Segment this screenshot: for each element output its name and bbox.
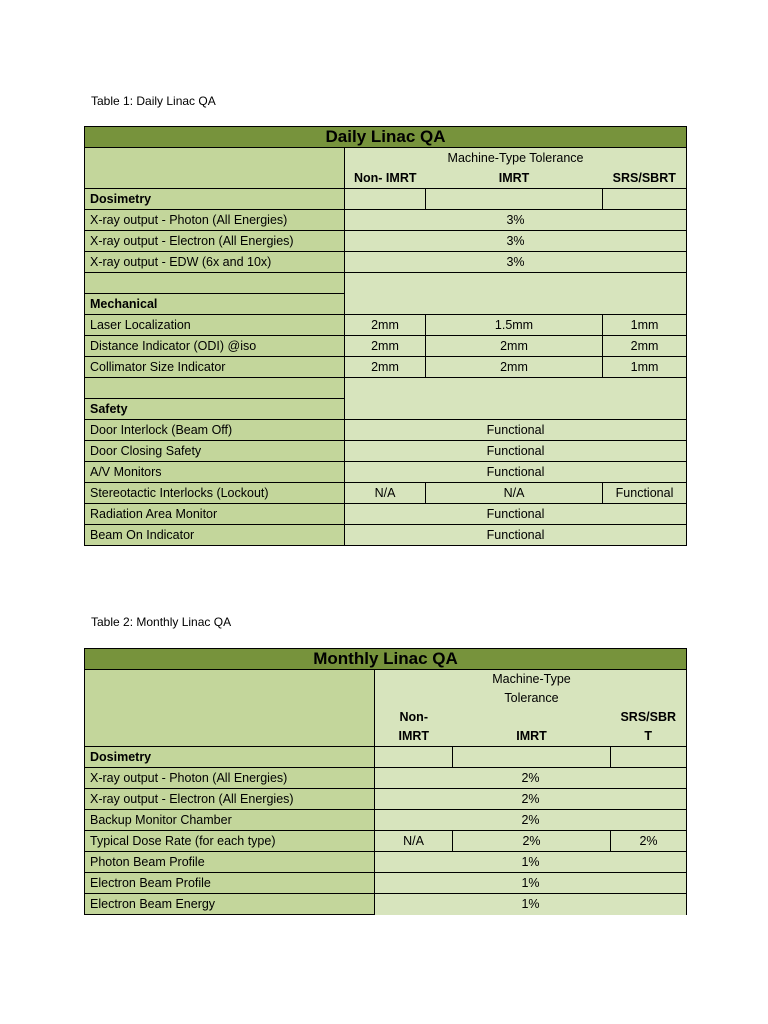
- row-label: Stereotactic Interlocks (Lockout): [85, 483, 345, 504]
- empty-cell: [603, 189, 687, 210]
- row-value: 1%: [375, 894, 687, 915]
- row-non-imrt: 2mm: [345, 315, 426, 336]
- col-header-non-imrt-line2: IMRT: [398, 729, 430, 743]
- row-label: Electron Beam Energy: [85, 894, 375, 915]
- table2-title: Monthly Linac QA: [85, 649, 687, 670]
- header-row: [85, 670, 687, 747]
- spacer-row: [85, 378, 687, 399]
- row-value: 1%: [375, 852, 687, 873]
- table1-title: Daily Linac QA: [85, 127, 687, 148]
- table-title-row: [85, 127, 687, 148]
- table-row: [85, 768, 687, 789]
- header-blank-cell: [85, 670, 375, 747]
- table-row: [85, 357, 687, 378]
- col-header-srs-line2: T: [644, 729, 653, 743]
- table-row: [85, 504, 687, 525]
- monthly-linac-qa-table: [84, 648, 687, 915]
- empty-cell: [345, 378, 687, 420]
- tolerance-line1: Machine-Type: [492, 672, 571, 686]
- row-non-imrt: 2mm: [345, 336, 426, 357]
- section-row-dosimetry: [85, 189, 687, 210]
- col-header-imrt: IMRT: [426, 168, 603, 189]
- row-label: Beam On Indicator: [85, 525, 345, 546]
- section-dosimetry: Dosimetry: [85, 747, 375, 768]
- empty-cell: [611, 747, 687, 768]
- row-label: X-ray output - Photon (All Energies): [85, 768, 375, 789]
- row-value: 2%: [375, 768, 687, 789]
- empty-cell: [375, 747, 453, 768]
- section-row-dosimetry: [85, 747, 687, 768]
- row-label: X-ray output - Electron (All Energies): [85, 231, 345, 252]
- row-label: Distance Indicator (ODI) @iso: [85, 336, 345, 357]
- empty-cell: [85, 378, 345, 399]
- row-imrt: 2mm: [426, 357, 603, 378]
- section-mechanical: Mechanical: [85, 294, 345, 315]
- table-row: [85, 462, 687, 483]
- row-value: Functional: [345, 462, 687, 483]
- table-row: [85, 252, 687, 273]
- row-label: Photon Beam Profile: [85, 852, 375, 873]
- table-row: [85, 210, 687, 231]
- table-row: [85, 315, 687, 336]
- table-row: [85, 525, 687, 546]
- row-label: Radiation Area Monitor: [85, 504, 345, 525]
- table-row: [85, 831, 687, 852]
- col-header-imrt: IMRT: [516, 729, 547, 743]
- row-value: 3%: [345, 252, 687, 273]
- row-label: Door Interlock (Beam Off): [85, 420, 345, 441]
- row-label: Collimator Size Indicator: [85, 357, 345, 378]
- row-imrt: N/A: [426, 483, 603, 504]
- empty-cell: [426, 189, 603, 210]
- row-value: 2%: [375, 810, 687, 831]
- row-value: 1%: [375, 873, 687, 894]
- row-value: 3%: [345, 231, 687, 252]
- col-header-srs-sbrt: SRS/SBRT: [603, 168, 687, 189]
- table-row: [85, 852, 687, 873]
- row-srs: 2%: [611, 831, 687, 852]
- row-srs: 2mm: [603, 336, 687, 357]
- table-title-row: [85, 649, 687, 670]
- row-label: X-ray output - Photon (All Energies): [85, 210, 345, 231]
- row-value: Functional: [345, 441, 687, 462]
- table-row: [85, 336, 687, 357]
- row-label: X-ray output - EDW (6x and 10x): [85, 252, 345, 273]
- row-label: Backup Monitor Chamber: [85, 810, 375, 831]
- row-imrt: 2%: [453, 831, 611, 852]
- table-row: [85, 789, 687, 810]
- table1-caption: Table 1: Daily Linac QA: [91, 94, 216, 108]
- empty-cell: [345, 189, 426, 210]
- table2-caption: Table 2: Monthly Linac QA: [91, 615, 232, 629]
- row-imrt: 1.5mm: [426, 315, 603, 336]
- row-srs: 1mm: [603, 315, 687, 336]
- empty-cell: [85, 273, 345, 294]
- row-srs: Functional: [603, 483, 687, 504]
- row-value: Functional: [345, 504, 687, 525]
- row-non-imrt: N/A: [375, 831, 453, 852]
- row-label: Door Closing Safety: [85, 441, 345, 462]
- row-label: Laser Localization: [85, 315, 345, 336]
- row-label: Electron Beam Profile: [85, 873, 375, 894]
- row-value: 3%: [345, 210, 687, 231]
- spacer-row: [85, 273, 687, 294]
- tolerance-header-cell: [453, 670, 611, 747]
- col-header-non-imrt: Non- IMRT: [345, 168, 426, 189]
- row-value: 2%: [375, 789, 687, 810]
- row-non-imrt: N/A: [345, 483, 426, 504]
- table-row: [85, 231, 687, 252]
- row-label: A/V Monitors: [85, 462, 345, 483]
- empty-cell: [345, 273, 687, 315]
- table-row: [85, 873, 687, 894]
- header-gap: [458, 708, 606, 727]
- row-label: X-ray output - Electron (All Energies): [85, 789, 375, 810]
- section-safety: Safety: [85, 399, 345, 420]
- table-row: [85, 441, 687, 462]
- col-header-non-imrt: [375, 670, 453, 747]
- daily-linac-qa-table: [84, 126, 687, 546]
- col-header-srs-line1: SRS/SBR: [620, 710, 677, 724]
- table-row: [85, 810, 687, 831]
- table-row: [85, 483, 687, 504]
- row-value: Functional: [345, 420, 687, 441]
- row-label: Typical Dose Rate (for each type): [85, 831, 375, 852]
- section-dosimetry: Dosimetry: [85, 189, 345, 210]
- tolerance-header: Machine-Type Tolerance: [345, 148, 687, 169]
- tolerance-header-row: [85, 148, 687, 169]
- table-row: [85, 894, 687, 915]
- table-row: [85, 420, 687, 441]
- row-imrt: 2mm: [426, 336, 603, 357]
- empty-cell: [453, 747, 611, 768]
- col-header-non-imrt-line1: Non-: [399, 710, 428, 724]
- row-srs: 1mm: [603, 357, 687, 378]
- header-blank-cell: [85, 148, 345, 189]
- col-header-srs-sbrt: [611, 670, 687, 747]
- row-value: Functional: [345, 525, 687, 546]
- tolerance-line2: Tolerance: [504, 691, 559, 705]
- row-non-imrt: 2mm: [345, 357, 426, 378]
